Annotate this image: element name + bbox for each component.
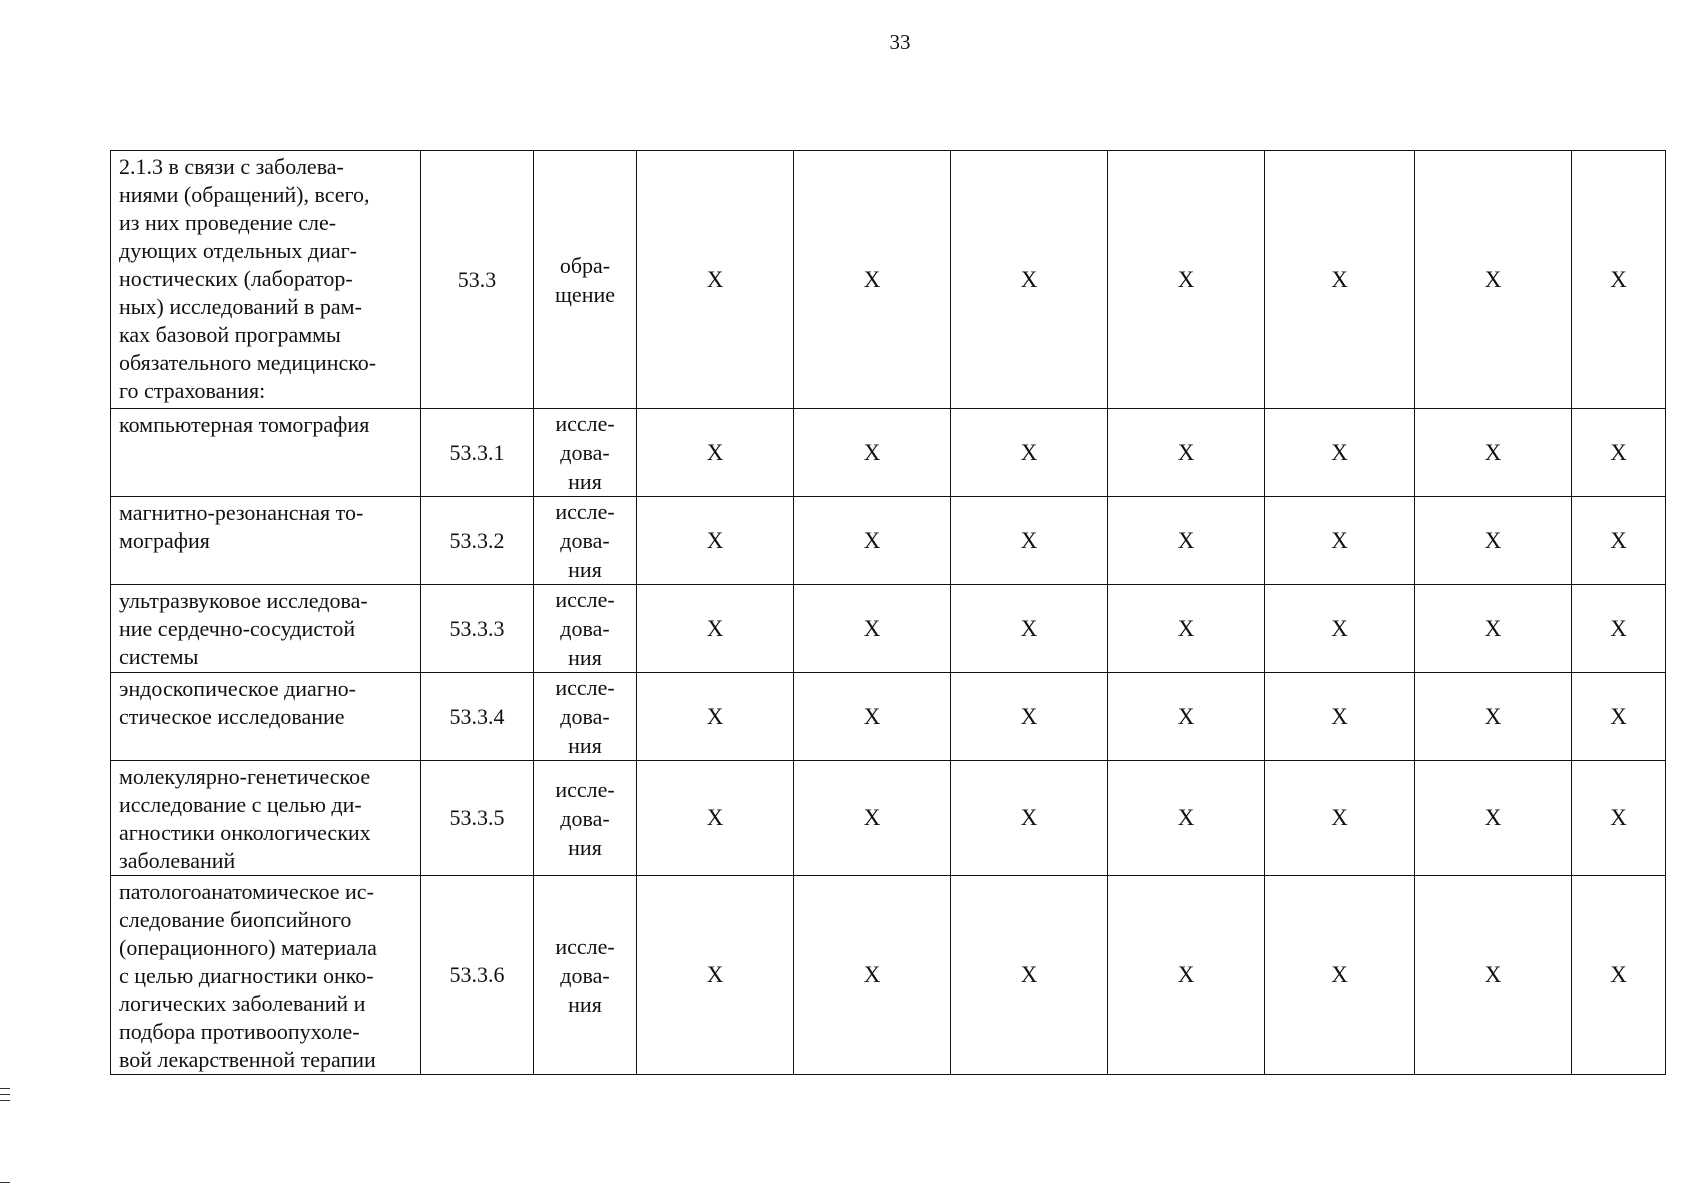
row-value-cell: Х: [637, 151, 794, 409]
table-row: [111, 151, 1666, 409]
row-name-line: исследование с целью ди-: [119, 792, 362, 817]
row-value-cell: Х: [1265, 673, 1415, 761]
row-unit-line: иссле-: [555, 675, 615, 700]
row-unit-line: дова-: [560, 805, 610, 831]
row-code-cell: 53.3: [421, 151, 534, 409]
row-value-cell: Х: [794, 761, 951, 876]
row-name-line: патологоанатомическое ис-: [119, 879, 374, 904]
row-code-cell: 53.3.2: [421, 497, 534, 585]
row-name-line: ние сердечно-сосудистой: [119, 616, 356, 641]
row-value-cell: Х: [1265, 585, 1415, 673]
row-name-line: ультразвуковое исследова-: [119, 588, 368, 613]
row-code-cell: 53.3.6: [421, 876, 534, 1075]
row-value-cell: Х: [637, 409, 794, 497]
margin-mark: [0, 1088, 10, 1089]
row-name-line: го страхования:: [119, 378, 266, 403]
table-row: [111, 761, 1666, 876]
row-name-line: мография: [119, 528, 210, 553]
row-name-cell: [111, 409, 421, 497]
row-value-cell: Х: [1108, 585, 1265, 673]
row-name-cell: [111, 761, 421, 876]
table-row: [111, 497, 1666, 585]
row-value-cell: Х: [1572, 151, 1666, 409]
row-value-cell: Х: [951, 761, 1108, 876]
row-unit-line: иссле-: [555, 411, 615, 436]
row-unit-line: дова-: [560, 962, 610, 988]
row-value-cell: Х: [1572, 497, 1666, 585]
row-name-line: магнитно-резонансная то-: [119, 500, 364, 525]
row-value-cell: Х: [1415, 409, 1572, 497]
row-name-line: вой лекарственной терапии: [119, 1047, 376, 1072]
row-name-line: ностических (лаборатор-: [119, 266, 353, 291]
row-name-line: (операционного) материала: [119, 935, 377, 960]
row-unit-line: ния: [568, 733, 602, 758]
row-value-cell: Х: [1265, 761, 1415, 876]
row-name-line: ниями (обращений), всего,: [119, 182, 370, 207]
row-unit-cell: [534, 497, 637, 585]
row-value-cell: Х: [794, 151, 951, 409]
row-unit-cell: [534, 151, 637, 409]
row-name-cell: [111, 876, 421, 1075]
row-value-cell: Х: [1415, 761, 1572, 876]
row-value-cell: Х: [1572, 585, 1666, 673]
row-value-cell: Х: [794, 497, 951, 585]
row-unit-line: иссле-: [555, 776, 615, 802]
row-name-line: следование биопсийного: [119, 907, 352, 932]
row-value-cell: Х: [1108, 409, 1265, 497]
page-number: 33: [889, 30, 911, 54]
row-name-line: подбора противоопухоле-: [119, 1019, 360, 1044]
row-value-cell: Х: [951, 409, 1108, 497]
row-value-cell: Х: [1415, 673, 1572, 761]
row-name-line: агностики онкологических: [119, 820, 371, 845]
margin-mark: [0, 1182, 10, 1183]
table-row: [111, 673, 1666, 761]
row-unit-line: иссле-: [555, 933, 615, 959]
row-unit-cell: [534, 876, 637, 1075]
row-value-cell: Х: [794, 409, 951, 497]
row-name-line: с целью диагностики онко-: [119, 963, 374, 988]
table-body: [111, 151, 1666, 1075]
row-value-cell: Х: [1415, 585, 1572, 673]
row-value-cell: Х: [1108, 497, 1265, 585]
row-value-cell: Х: [794, 673, 951, 761]
row-value-cell: Х: [951, 876, 1108, 1075]
row-unit-line: иссле-: [555, 499, 615, 524]
row-code-cell: 53.3.5: [421, 761, 534, 876]
row-value-cell: Х: [951, 151, 1108, 409]
row-name-line: системы: [119, 644, 199, 669]
row-unit-line: ния: [568, 834, 602, 860]
row-value-cell: Х: [1572, 409, 1666, 497]
row-name-line: молекулярно-генетическое: [119, 764, 371, 789]
row-value-cell: Х: [1415, 497, 1572, 585]
row-value-cell: Х: [1415, 151, 1572, 409]
row-unit-cell: [534, 409, 637, 497]
row-name-cell: [111, 673, 421, 761]
row-code-cell: 53.3.4: [421, 673, 534, 761]
row-unit-cell: [534, 673, 637, 761]
row-name-line: из них проведение сле-: [119, 210, 337, 235]
row-value-cell: Х: [1572, 673, 1666, 761]
row-value-cell: Х: [794, 585, 951, 673]
row-value-cell: Х: [1108, 151, 1265, 409]
row-unit-line: дова-: [560, 616, 610, 641]
row-value-cell: Х: [1265, 151, 1415, 409]
row-unit-cell: [534, 585, 637, 673]
row-unit-cell: [534, 761, 637, 876]
row-name-line: ных) исследований в рам-: [119, 294, 362, 319]
row-name-cell: [111, 497, 421, 585]
table-row: [111, 585, 1666, 673]
row-name-line: ках базовой программы: [119, 322, 341, 347]
row-value-cell: Х: [951, 497, 1108, 585]
row-unit-line: щение: [554, 281, 616, 307]
row-value-cell: Х: [1265, 497, 1415, 585]
row-unit-line: ния: [568, 645, 602, 670]
row-name-line: обязательного медицинско-: [119, 350, 377, 375]
row-value-cell: Х: [637, 497, 794, 585]
row-unit-line: ния: [568, 469, 602, 494]
row-unit-line: обра-: [559, 252, 611, 278]
row-value-cell: Х: [1572, 876, 1666, 1075]
row-value-cell: Х: [794, 876, 951, 1075]
row-value-cell: Х: [637, 876, 794, 1075]
row-value-cell: Х: [1265, 409, 1415, 497]
row-name-line: логических заболеваний и: [119, 991, 366, 1016]
row-code-cell: 53.3.3: [421, 585, 534, 673]
row-name-cell: [111, 585, 421, 673]
row-value-cell: Х: [1415, 876, 1572, 1075]
row-value-cell: Х: [1108, 876, 1265, 1075]
row-name-line: 2.1.3 в связи с заболева-: [119, 154, 344, 179]
row-unit-line: дова-: [560, 440, 610, 465]
row-name-line: дующих отдельных диаг-: [119, 238, 357, 263]
row-value-cell: Х: [951, 673, 1108, 761]
row-value-cell: Х: [1265, 876, 1415, 1075]
margin-mark: [0, 1094, 10, 1095]
row-name-line: заболеваний: [119, 848, 236, 873]
row-value-cell: Х: [1572, 761, 1666, 876]
row-code-cell: 53.3.1: [421, 409, 534, 497]
row-value-cell: Х: [637, 673, 794, 761]
row-unit-line: дова-: [560, 704, 610, 729]
row-value-cell: Х: [951, 585, 1108, 673]
margin-mark: [0, 1100, 10, 1101]
row-unit-line: ния: [568, 991, 602, 1017]
row-name-line: эндоскопическое диагно-: [119, 676, 356, 701]
data-table: [110, 150, 1666, 1075]
row-value-cell: Х: [637, 585, 794, 673]
table-row: [111, 876, 1666, 1075]
row-name-line: стическое исследование: [119, 704, 345, 729]
row-value-cell: Х: [1108, 761, 1265, 876]
table-row: [111, 409, 1666, 497]
row-value-cell: Х: [637, 761, 794, 876]
row-unit-line: дова-: [560, 528, 610, 553]
row-unit-line: ния: [568, 557, 602, 582]
row-unit-line: иссле-: [555, 587, 615, 612]
row-name-cell: [111, 151, 421, 409]
row-name-line: компьютерная томография: [119, 412, 370, 437]
row-value-cell: Х: [1108, 673, 1265, 761]
